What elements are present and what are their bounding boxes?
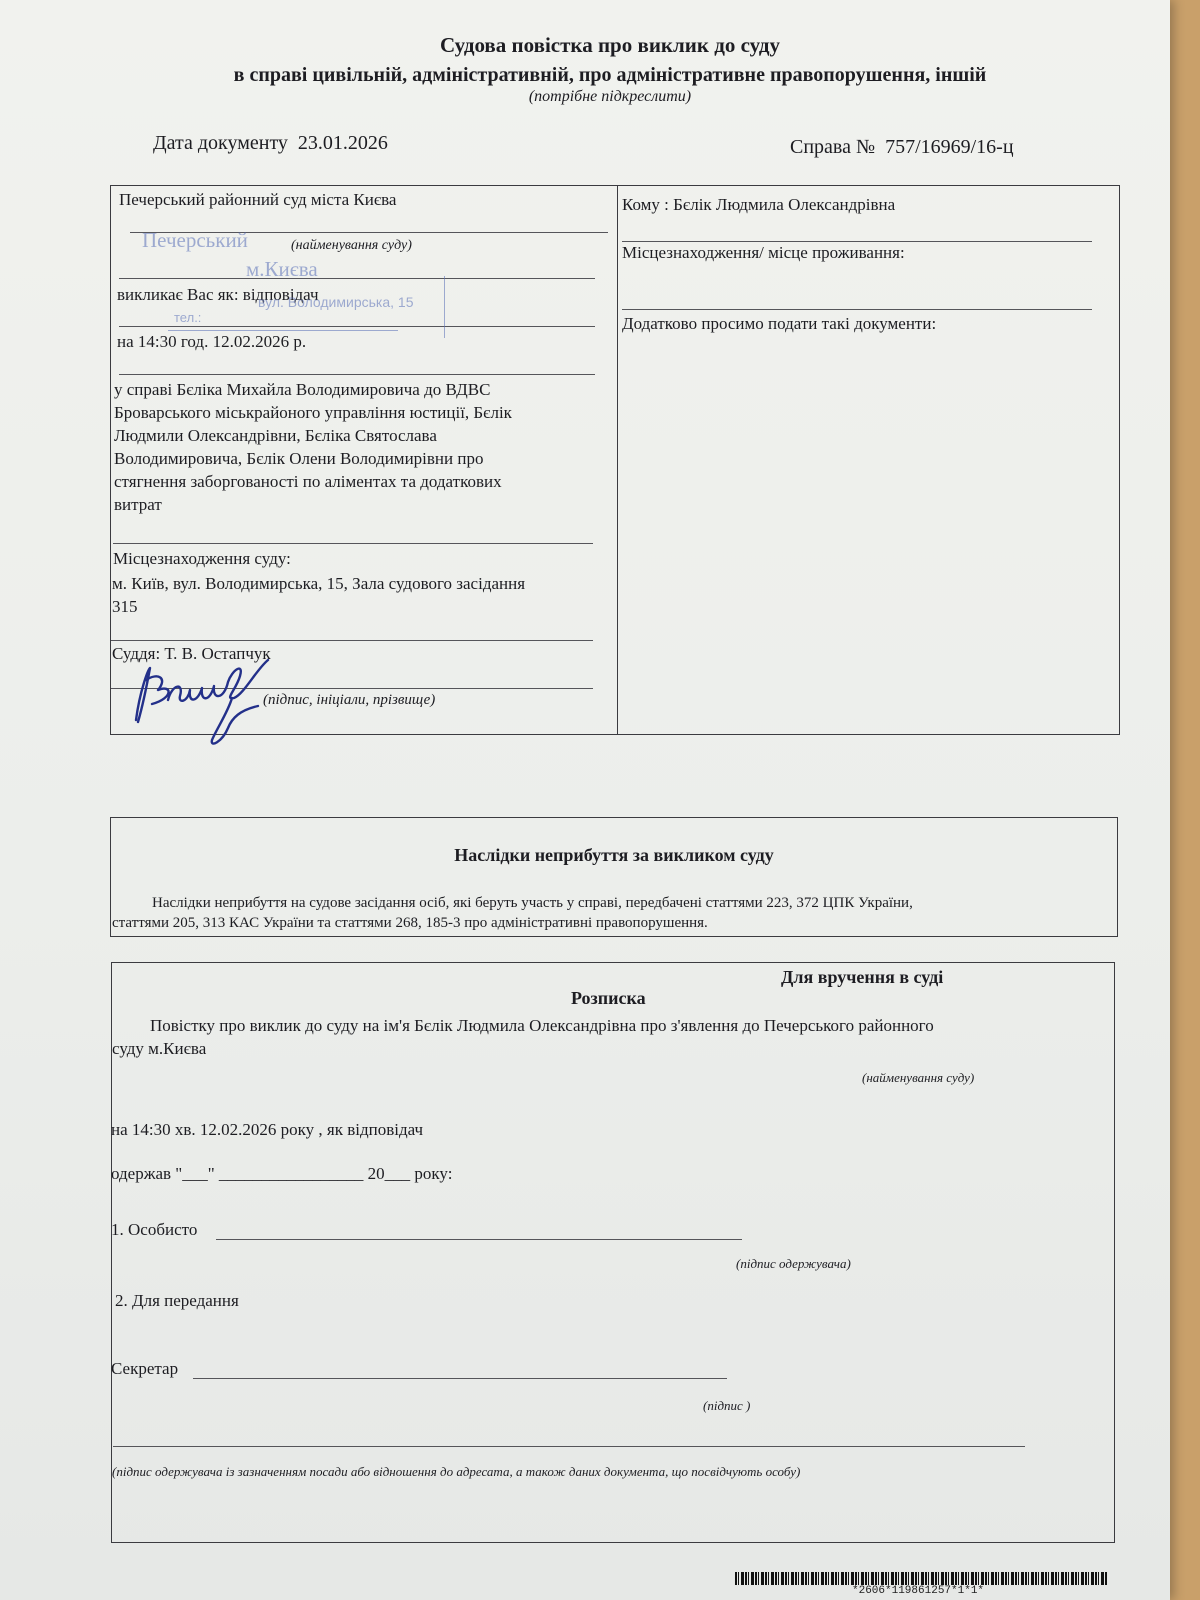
document-subtitle: в справі цивільній, адміністративній, про адміністративне правопорушення, іншій <box>233 64 987 86</box>
receipt-title: Розписка <box>571 988 646 1008</box>
court-location-label: Місцезнаходження суду: <box>113 549 291 568</box>
receipt-court-caption: (найменування суду) <box>862 1070 975 1085</box>
hearing-time: на 14:30 год. 12.02.2026 р. <box>117 332 307 351</box>
receipt-text <box>112 1014 1112 1060</box>
document-title: Судова повістка про виклик до суду <box>440 33 780 57</box>
recipient-signature-caption: (підпис одержувача) <box>736 1256 851 1271</box>
secretary-signature-caption: (підпис ) <box>703 1398 751 1413</box>
transfer-label: 2. Для передання <box>115 1291 239 1310</box>
case-description-line: витрат <box>114 495 162 514</box>
for-court-label: Для вручення в суді <box>781 967 944 987</box>
recipient: Кому : Бєлік Людмила Олександрівна <box>622 195 896 214</box>
personally-signature-line <box>216 1239 742 1240</box>
secretary-signature-line <box>193 1378 727 1379</box>
stamp-line: м.Києва <box>246 257 318 281</box>
barcode <box>735 1572 1107 1585</box>
court-name: Печерський районний суд міста Києва <box>119 190 397 209</box>
separator-line <box>113 543 593 544</box>
consequences-title: Наслідки неприбуття за викликом суду <box>454 845 774 865</box>
case-label: Справа № <box>790 136 876 158</box>
court-stamp <box>138 226 478 346</box>
stamp-line: тел.: <box>174 310 202 325</box>
case-description-line: Людмили Олександрівни, Бєліка Святослава <box>114 426 437 445</box>
consequences-line: Наслідки неприбуття на судове засідання осіб, які беруть участь у справі, передбачені статтями 223, 372 ЦПК України, <box>152 895 913 911</box>
stamp-underline <box>168 330 398 331</box>
case-description-line: у справі Бєліка Михайла Володимировича до ВДВС <box>114 380 491 399</box>
residence-line <box>622 309 1092 310</box>
stamp-bracket <box>444 276 445 338</box>
court-location-line: 315 <box>112 597 138 616</box>
case-value: 757/16969/16-ц <box>885 136 1014 158</box>
case-description-line: стягнення заборгованості по аліментах та додаткових <box>114 472 502 491</box>
court-name-caption: (найменування суду) <box>291 238 412 253</box>
stamp-line: Печерський <box>142 228 248 252</box>
summons-role: викликає Вас як: відповідач <box>117 285 319 304</box>
case-description <box>114 378 609 516</box>
secretary-label: Секретар <box>111 1359 179 1378</box>
barcode-number: *2606*119861257*1*1* <box>852 1585 985 1597</box>
separator-line <box>119 374 595 375</box>
received-date-line: одержав "___" _________________ 20___ року: <box>111 1164 453 1183</box>
recipient-details-line <box>113 1446 1025 1447</box>
receipt-line: суду м.Києва <box>112 1039 207 1058</box>
separator-line <box>111 640 593 641</box>
stamp-line: вул. Володимирська, 15 <box>258 294 414 310</box>
extra-documents-label: Додатково просимо подати такі документи: <box>622 314 937 333</box>
judge-signature <box>128 650 288 750</box>
residence-label: Місцезнаходження/ місце проживання: <box>622 243 905 262</box>
date-value: 23.01.2026 <box>297 132 388 154</box>
consequences-line: статтями 205, 313 КАС України та статтями 268, 185-3 про адміністративні правопорушення. <box>112 915 708 931</box>
personally-label: 1. Особисто <box>111 1220 198 1239</box>
court-location <box>112 572 612 618</box>
case-number <box>790 136 1014 159</box>
column-divider <box>617 186 618 734</box>
underline-note: (потрібне підкреслити) <box>528 88 692 105</box>
signature-caption: (підпис, ініціали, прізвище) <box>263 692 436 708</box>
case-description-line: Володимировича, Бєлік Олени Володимирівни про <box>114 449 484 468</box>
consequences-text <box>112 893 1118 933</box>
court-location-line: м. Київ, вул. Володимирська, 15, Зала судового засідання <box>112 574 526 593</box>
case-description-line: Броварського міськрайоного управління юстиції, Бєлік <box>114 403 512 422</box>
document-date <box>153 132 388 155</box>
receipt-time: на 14:30 хв. 12.02.2026 року , як відповідач <box>111 1120 424 1139</box>
receipt-line: Повістку про виклик до суду на ім'я Бєлік Людмила Олександрівна про з'явлення до Печерського районного <box>150 1016 934 1035</box>
judge-name: Суддя: Т. В. Остапчук <box>112 644 271 663</box>
date-label: Дата документу <box>153 132 288 154</box>
recipient-details-caption: (підпис одержувача із зазначенням посади або відношення до адресата, а також даних документа, що посвідчують особу) <box>112 1464 801 1479</box>
